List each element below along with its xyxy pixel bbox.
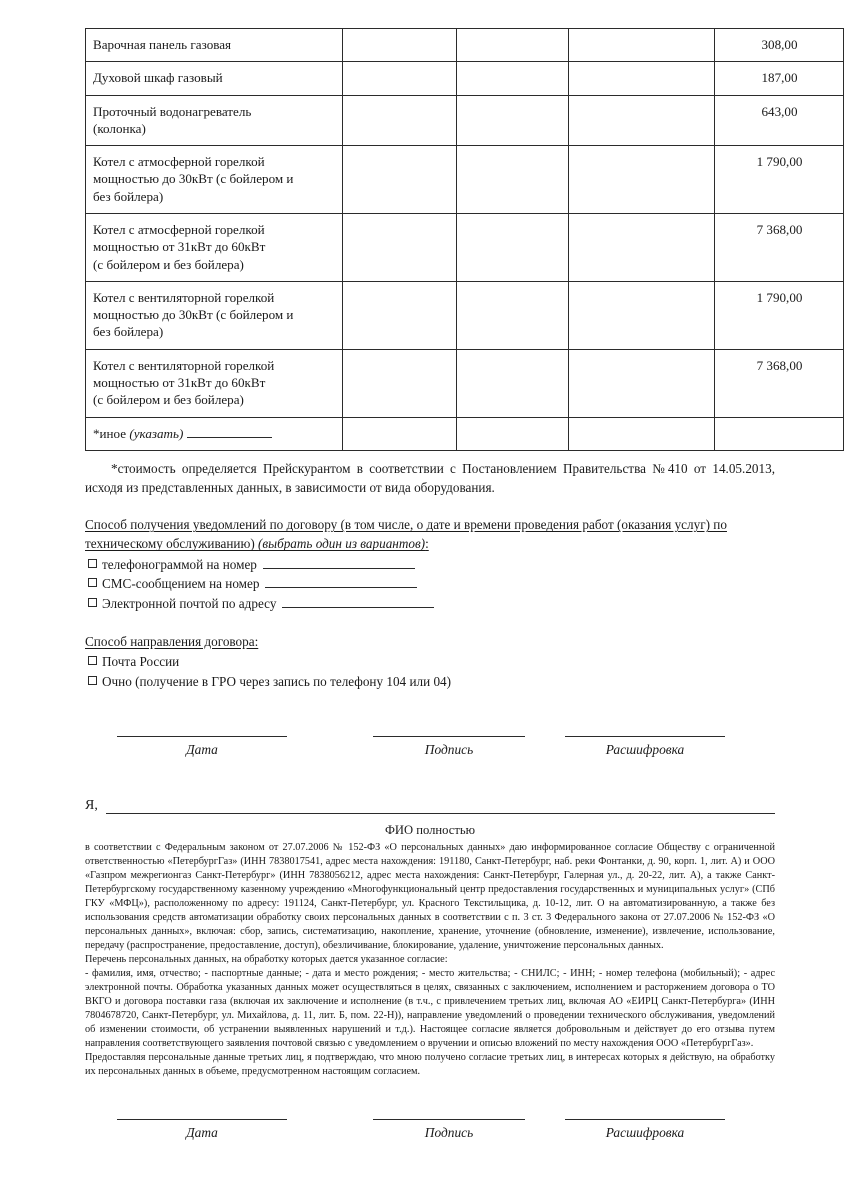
blank-cell-1[interactable] (343, 349, 457, 417)
price-value: 7 368,00 (756, 221, 803, 237)
equipment-name-line: Котел с атмосферной горелкой (93, 154, 265, 170)
full-name-caption: ФИО полностью (384, 822, 476, 837)
option-label: Очно (получение в ГРО через запись по телефону 104 или 04) (102, 673, 452, 689)
signature-date-label: Дата (186, 741, 218, 757)
price-cell (715, 95, 844, 146)
notification-option-email[interactable] (85, 594, 775, 614)
spacer (85, 692, 775, 736)
blank-cell-1[interactable] (343, 29, 457, 62)
blank-cell-3[interactable] (569, 281, 715, 349)
other-equipment-cell (86, 417, 343, 450)
blank-cell-2[interactable] (457, 95, 569, 146)
notification-heading-text: Способ получения уведомлений по договору (в том числе, о дате и времени проведения работ (оказания услуг) по техническому обслуживанию) (85, 517, 727, 552)
equipment-name-cell (86, 281, 343, 349)
signature-sign-line[interactable] (373, 736, 525, 737)
signature-sign-group (373, 1119, 525, 1141)
blank-cell-2[interactable] (457, 29, 569, 62)
spacer (85, 784, 775, 798)
signature-sign-label: Подпись (424, 741, 474, 757)
document-content (85, 28, 803, 1167)
notification-section-heading (85, 515, 775, 553)
blank-cell-3[interactable] (569, 349, 715, 417)
signature-decoding-group (565, 736, 725, 758)
equipment-name-line: мощностью от 31кВт до 60кВт (93, 239, 266, 255)
equipment-name-cell (86, 29, 343, 62)
price-cell (715, 62, 844, 95)
signature-decoding-line[interactable] (565, 1119, 725, 1120)
blank-cell-2[interactable] (457, 146, 569, 214)
price-cell[interactable] (715, 417, 844, 450)
blank-cell-1[interactable] (343, 95, 457, 146)
delivery-option-in-person[interactable] (85, 672, 775, 692)
blank-cell-3[interactable] (569, 146, 715, 214)
equipment-name-line: без бойлера) (93, 188, 164, 204)
table-row (86, 146, 844, 214)
table-row (86, 95, 844, 146)
equipment-name-line: Духовой шкаф газовый (93, 70, 223, 86)
option-label: СМС-сообщением на номер (102, 576, 260, 592)
equipment-name-line: Проточный водонагреватель (93, 103, 252, 119)
price-value: 1 790,00 (756, 154, 803, 170)
signature-decoding-label: Расшифровка (605, 741, 685, 757)
consent-paragraph: в соответствии с Федеральным законом от 27.07.2006 № 152-ФЗ «О персональных данных» даю информированное согласие Обществу с ограниченной ответственностью «ПетербургГаз» (ИНН 7838017541, адрес места нахождения: 191180, Санкт-Петербург, наб. реки Фонтанки, д. 90, корп. 1, лит. А) и ООО «Газпром межрегионгаз Санкт-Петербург» (ИНН 7838056212, адрес места нахождения: Санкт-Петербург, Галерная ул., д. 20-22, лит. А), а также Санкт-Петербургскому государственному казенному учреждению «Многофункциональный центр предоставления государственных и муниципальных услуг» (СПб ГКУ «МФЦ»), расположенному по адресу: 191124, Санкт-Петербург, ул. Красного Текстильщика, д. 10-12, лит. О на автоматизированную, а также без использования средств автоматизации обработку своих персональных данных в соответствии с п. 3 ст. 3 Федерального закона от 27.07.2006 № 152-ФЗ «О персональных данных», включая: сбор, запись, систематизацию, накопление, хранение, уточнение (обновление, изменение), извлечение, использование, передачу (распространение, предоставление, доступ), обезличивание, блокирование, удаление, уничтожение персональных данных. (85, 841, 775, 951)
table-row (86, 349, 844, 417)
signature-decoding-label: Расшифровка (605, 1125, 685, 1141)
email-address-fill-in[interactable] (282, 596, 434, 608)
notification-heading-italic: (выбрать один из вариантов) (258, 536, 426, 552)
blank-cell-3[interactable] (569, 213, 715, 281)
equipment-name-line: Котел с вентиляторной горелкой (93, 289, 275, 305)
equipment-name-line: мощностью до 30кВт (с бойлером и (93, 171, 294, 187)
spacer (85, 1079, 775, 1119)
signature-block-top (85, 736, 775, 784)
consent-text (85, 841, 775, 1080)
notification-option-sms[interactable] (85, 574, 775, 594)
option-label: Электронной почтой по адресу (102, 596, 277, 612)
delivery-section-heading: Способ направления договора: (85, 633, 259, 649)
equipment-name-line: Варочная панель газовая (93, 37, 232, 52)
blank-cell-1[interactable] (343, 62, 457, 95)
price-value: 643,00 (761, 103, 798, 119)
spacer (85, 497, 775, 515)
checkbox-icon[interactable] (88, 676, 97, 685)
checkbox-icon[interactable] (88, 598, 97, 607)
spacer (85, 614, 775, 632)
signature-sign-label: Подпись (424, 1125, 474, 1141)
equipment-name-cell (86, 213, 343, 281)
blank-cell-2[interactable] (457, 281, 569, 349)
checkbox-icon[interactable] (88, 559, 97, 568)
equipment-name-line: (с бойлером и без бойлера) (93, 392, 244, 408)
option-label: Почта России (102, 654, 180, 670)
signature-date-group (117, 1119, 287, 1141)
notification-heading-colon: : (425, 536, 429, 552)
price-cell (715, 281, 844, 349)
equipment-name-line: без бойлера) (93, 324, 164, 340)
signature-date-group (117, 736, 287, 758)
price-cell (715, 146, 844, 214)
price-cell (715, 213, 844, 281)
price-value: 1 790,00 (756, 289, 803, 305)
blank-cell-1[interactable] (343, 417, 457, 450)
equipment-name-cell (86, 146, 343, 214)
equipment-name-cell (86, 349, 343, 417)
blank-cell-2[interactable] (457, 349, 569, 417)
signature-date-line[interactable] (117, 1119, 287, 1120)
price-footnote: *стоимость определяется Прейскурантом в соответствии с Постановлением Правительства №410 от 14.05.2013, исходя из представленных данных, в зависимости от вида оборудования. (85, 460, 775, 495)
equipment-name-line: Котел с вентиляторной горелкой (93, 357, 275, 373)
signature-sign-line[interactable] (373, 1119, 525, 1120)
phone-number-fill-in[interactable] (263, 556, 415, 568)
option-label: телефонограммой на номер (102, 556, 257, 572)
blank-cell-1[interactable] (343, 213, 457, 281)
price-value: 187,00 (761, 70, 798, 86)
signature-date-line[interactable] (117, 736, 287, 737)
notification-options-list (85, 555, 775, 614)
signature-sign-group (373, 736, 525, 758)
table-row (86, 62, 844, 95)
notification-option-phonogram[interactable] (85, 555, 775, 575)
price-cell (715, 29, 844, 62)
table-row (86, 29, 844, 62)
equipment-name-line: (с бойлером и без бойлера) (93, 256, 244, 272)
consent-paragraph: Предоставляя персональные данные третьих лиц, я подтверждаю, что мною получено согласие третьих лиц, в интересах которых я действую, на обработку их персональных данных в объеме, предусмотренном настоящим согласием. (85, 1052, 775, 1078)
checkbox-icon[interactable] (88, 578, 97, 587)
blank-cell-2[interactable] (457, 213, 569, 281)
checkbox-icon[interactable] (88, 656, 97, 665)
table-row-other (86, 417, 844, 450)
blank-cell-1[interactable] (343, 146, 457, 214)
signature-block-bottom (85, 1119, 775, 1167)
blank-cell-2[interactable] (457, 417, 569, 450)
full-name-row (85, 798, 775, 821)
ya-prefix: Я, (85, 797, 98, 813)
table-row (86, 281, 844, 349)
other-label: иное (99, 425, 127, 441)
blank-cell-1[interactable] (343, 281, 457, 349)
blank-cell-3[interactable] (569, 29, 715, 62)
signature-decoding-line[interactable] (565, 736, 725, 737)
signature-date-label: Дата (186, 1125, 218, 1141)
equipment-name-line: мощностью до 30кВт (с бойлером и (93, 307, 294, 323)
equipment-name-line: Котел с атмосферной горелкой (93, 221, 265, 237)
table-row (86, 213, 844, 281)
price-cell (715, 349, 844, 417)
other-asterisk: * (93, 425, 100, 441)
equipment-price-table (85, 28, 844, 451)
blank-cell-3[interactable] (569, 417, 715, 450)
other-hint: (указать) (129, 425, 184, 441)
full-name-fill-in[interactable] (106, 813, 775, 814)
equipment-table-body (86, 29, 844, 451)
other-fill-in-line[interactable] (187, 425, 272, 437)
equipment-name-cell (86, 62, 343, 95)
signature-decoding-group (565, 1119, 725, 1141)
consent-paragraph: Перечень персональных данных, на обработку которых дается указанное согласие: (85, 953, 448, 965)
blank-cell-3[interactable] (569, 95, 715, 146)
sms-number-fill-in[interactable] (265, 576, 417, 588)
consent-paragraph: - фамилия, имя, отчество; - паспортные данные; - дата и место рождения; - место жительства; - СНИЛС; - ИНН; - номер телефона (мобильный); - адрес электронной почты. Обработка указанных данных может осуществляться в целях, связанных с заключением, исполнением и расторжением договора о ТО ВКГО и договора поставки газа (включая их заключение и исполнение (в т.ч., с привлечением третьих лиц, включая АО «ЕИРЦ Санкт-Петербурга» (ИНН 7804678720, Санкт-Петербург, ул. Михайлова, д. 11, лит. Б, пом. 22-Н)), направление уведомлений о проведении технического обслуживания, уведомлений об изменении стоимости, об устранении выявленных нарушений и т.д.). Настоящее согласие является добровольным и действует до его отзыва путем направления соответствующего заявления почтовой связью с уведомлением о вручении и описью вложений по месту нахождения ООО «ПетербургГаз». (85, 967, 775, 1050)
equipment-name-cell (86, 95, 343, 146)
blank-cell-2[interactable] (457, 62, 569, 95)
delivery-option-post[interactable] (85, 652, 775, 672)
price-value: 7 368,00 (756, 357, 803, 373)
equipment-name-line: (колонка) (93, 120, 146, 136)
price-value: 308,00 (761, 37, 798, 52)
delivery-options-list (85, 652, 775, 692)
blank-cell-3[interactable] (569, 62, 715, 95)
equipment-name-line: мощностью от 31кВт до 60кВт (93, 374, 266, 390)
